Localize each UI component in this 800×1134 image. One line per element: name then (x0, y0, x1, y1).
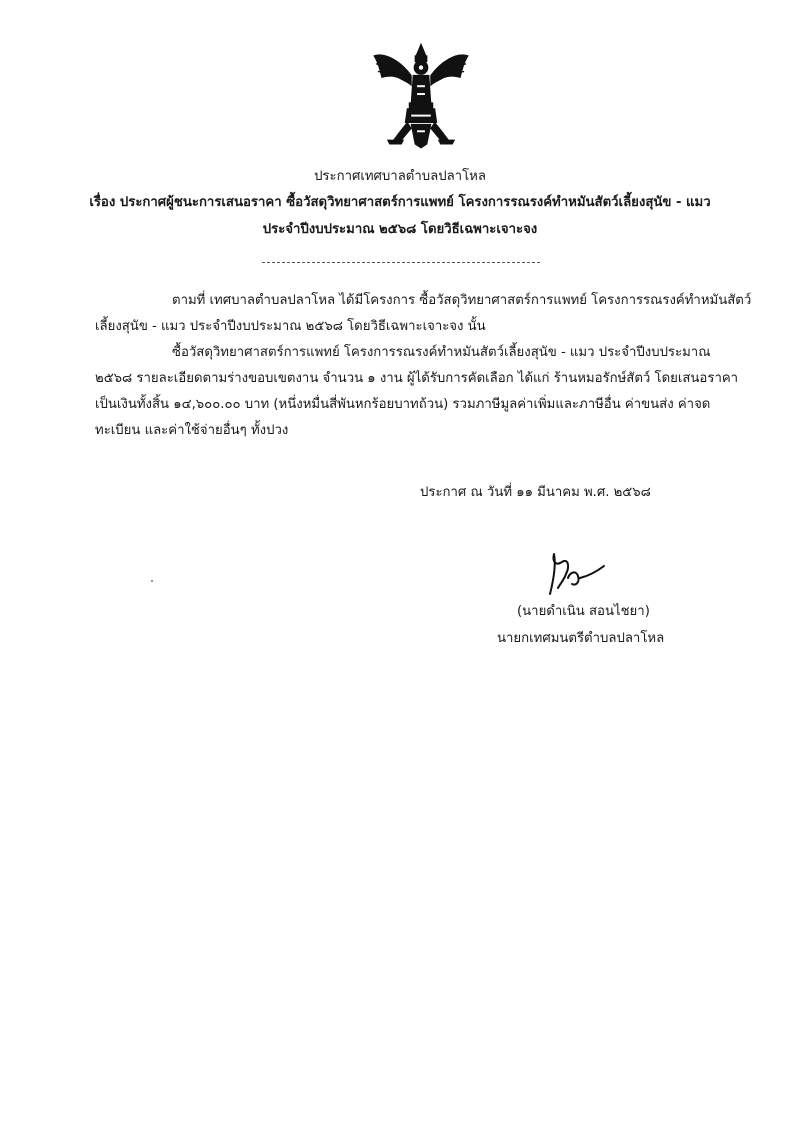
paragraph-1-line-2: เลี้ยงสุนัข - แมว ประจำปีงบประมาณ ๒๕๖๘ โดยวิธีเฉพาะเจาะจง นั้น (95, 319, 486, 334)
handwritten-signature (540, 548, 608, 600)
paragraph-2-line-4: ทะเบียน และค่าใช้จ่ายอื่นๆ ทั้งปวง (95, 423, 289, 438)
subject-line-2: ประจำปีงบประมาณ ๒๕๖๘ โดยวิธีเฉพาะเจาะจง (262, 222, 538, 237)
signer-name: (นายดำเนิน สอนไชยา) (517, 604, 650, 619)
issuer-title: ประกาศเทศบาลตำบลปลาโหล (314, 169, 486, 184)
paragraph-2-line-2: ๒๕๖๘ รายละเอียดตามร่างขอบเขตงาน จำนวน ๑ งาน ผู้ได้รับการคัดเลือก ได้แก่ ร้านหมอรักษ์สัตว์ โดยเสนอราคา (95, 371, 739, 386)
garuda-emblem (372, 42, 470, 150)
subject-line-1: เรื่อง ประกาศผู้ชนะการเสนอราคา ซื้อวัสดุวิทยาศาสตร์การแพทย์ โครงการรณรงค์ทำหมันสัตว์เลี้ยงสุนัข - แมว (89, 195, 711, 210)
announcement-date: ประกาศ ณ วันที่ ๑๑ มีนาคม พ.ศ. ๒๕๖๘ (420, 485, 651, 500)
paragraph-2-line-1: ซื้อวัสดุวิทยาศาสตร์การแพทย์ โครงการรณรงค์ทำหมันสัตว์เลี้ยงสุนัข - แมว ประจำปีงบประมาณ (172, 345, 711, 360)
title-divider (262, 262, 540, 263)
paragraph-1-line-1: ตามที่ เทศบาลตำบลปลาโหล ได้มีโครงการ ซื้อวัสดุวิทยาศาสตร์การแพทย์ โครงการรณรงค์ทำหมันสัตว์ (172, 293, 752, 308)
signer-title: นายกเทศมนตรีตำบลปลาโหล (497, 631, 665, 646)
paragraph-2-line-3: เป็นเงินทั้งสิ้น ๑๔,๖๐๐.๐๐ บาท (หนึ่งหมื่นสี่พันหกร้อยบาทถ้วน) รวมภาษีมูลค่าเพิ่มและภาษีอื่น ค่าขนส่ง ค่าจด (95, 397, 711, 412)
speck (151, 580, 153, 582)
